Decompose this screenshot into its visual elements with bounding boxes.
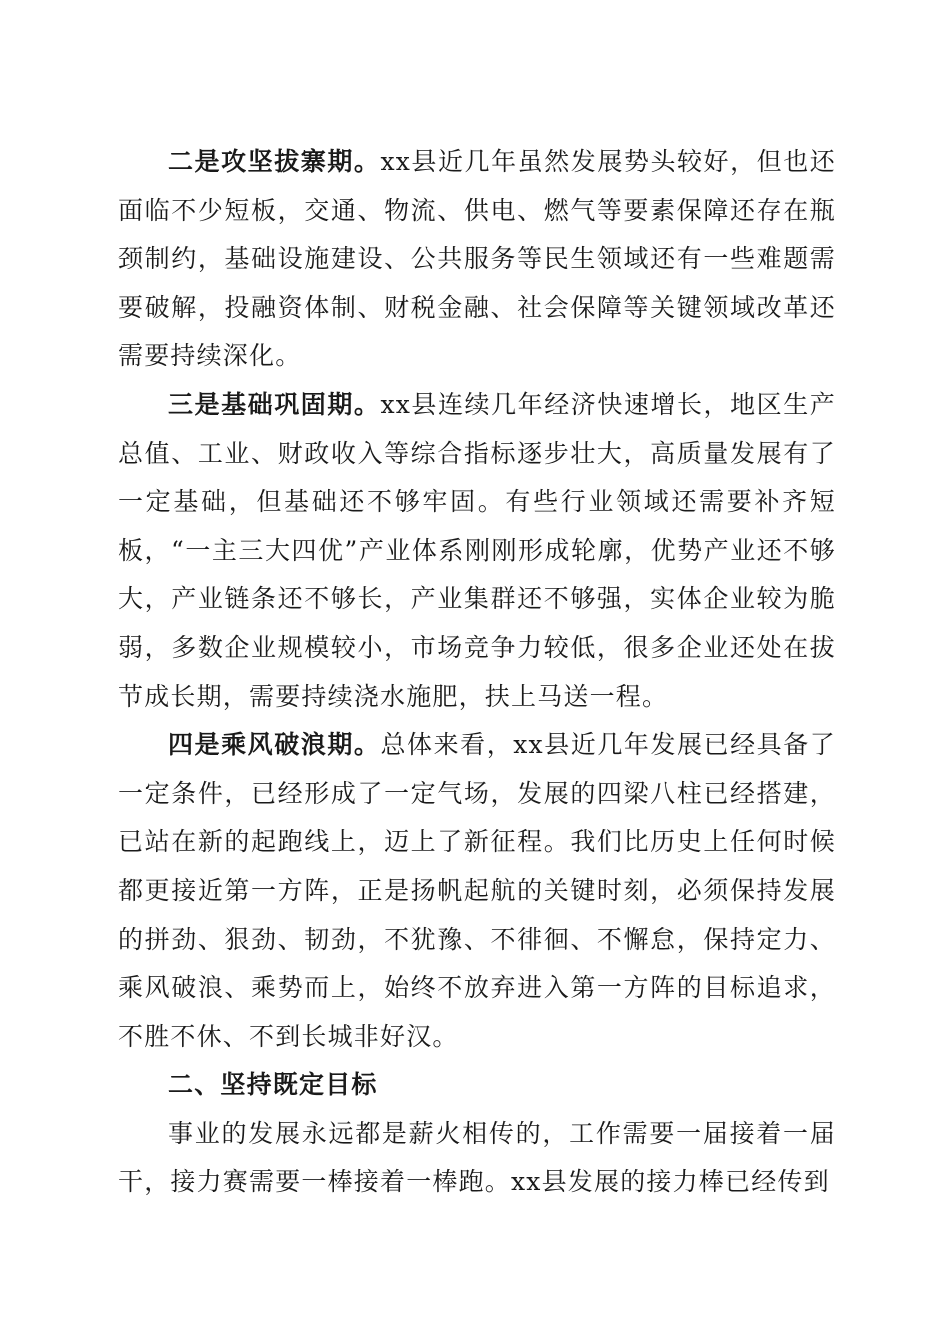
paragraph-body: xx县近几年虽然发展势头较好，但也还面临不少短板，交通、物流、供电、燃气等要素保障还存在瓶颈制约，基础设施建设、公共服务等民生领域还有一些难题需要破解，投融资体制、财税金融、社会保障等关键领域改革还需要持续深化。 (118, 147, 836, 371)
document-page (118, 138, 836, 1207)
section-heading: 二、坚持既定目标 (168, 1070, 378, 1100)
closing-paragraph: 事业的发展永远都是薪火相传的，工作需要一届接着一届干，接力赛需要一棒接着一棒跑。xx县发展的接力棒已经传到 (118, 1118, 836, 1197)
paragraph-lead: 二是攻坚拔寨期。 (168, 147, 381, 176)
paragraph-lead: 三是基础巩固期。 (168, 389, 381, 419)
paragraph-breakthrough-phase (118, 721, 836, 1061)
paragraph-tackling-phase (118, 138, 836, 381)
paragraph-body: 总体来看，xx县近几年发展已经具备了一定条件，已经形成了一定气场，发展的四梁八柱已经搭建，已站在新的起跑线上，迈上了新征程。我们比历史上任何时候都更接近第一方阵，正是扬帆起航的关键时刻，必须保持发展的拼劲、狠劲、韧劲，不犹豫、不徘徊、不懈怠，保持定力、乘风破浪、乘势而上，始终不放弃进入第一方阵的目标追求，不胜不休、不到长城非好汉。 (118, 730, 836, 1051)
paragraph-body: xx县连续几年经济快速增长，地区生产总值、工业、财政收入等综合指标逐步壮大，高质量发展有了一定基础，但基础还不够牢固。有些行业领域还需要补齐短板，“一主三大四优”产业体系刚刚形成轮廓，优势产业还不够大，产业链条还不够长，产业集群还不够强，实体企业较为脆弱，多数企业规模较小，市场竞争力较低，很多企业还处在拔节成长期，需要持续浇水施肥，扶上马送一程。 (118, 389, 836, 711)
paragraph-lead: 四是乘风破浪期。 (168, 730, 381, 760)
paragraph-foundation-phase (118, 381, 836, 721)
